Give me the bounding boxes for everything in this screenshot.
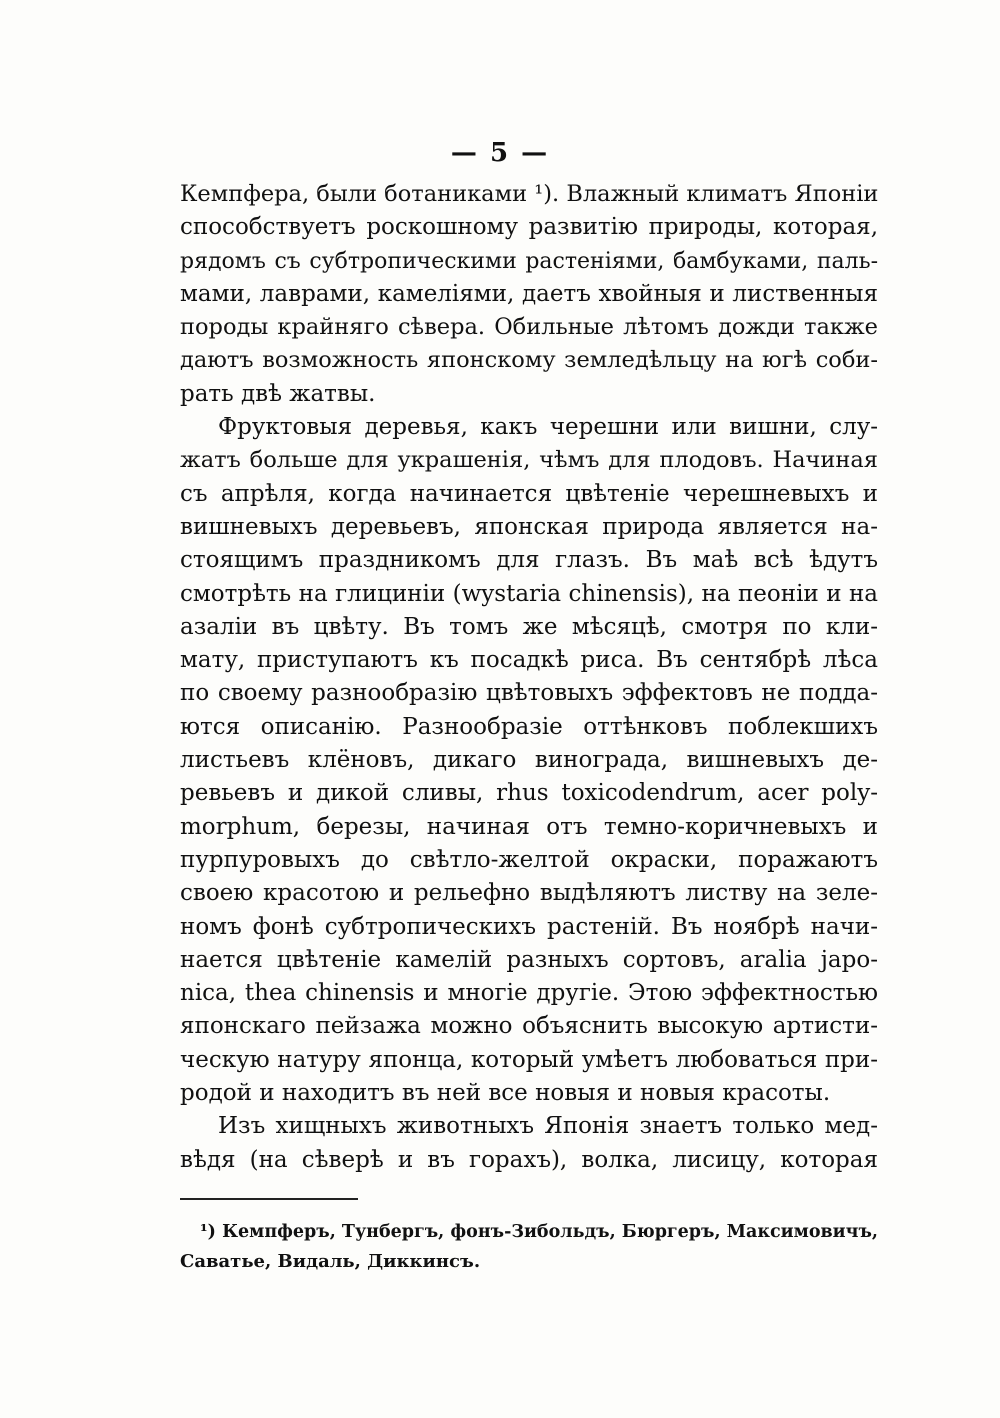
text-line: Фруктовыя деревья, какъ черешни или вишни, слу- [218, 414, 878, 441]
text-line: рать двѣ жатвы. [180, 380, 376, 407]
text-line: рядомъ съ субтропическими растеніями, бамбуками, паль- [180, 248, 878, 274]
body-text [180, 178, 878, 1177]
text-line: жатъ больше для украшенія, чѣмъ для плодовъ. Начиная [180, 447, 878, 474]
footnote-line: Саватье, Видаль, Диккинсъ. [180, 1251, 481, 1272]
text-line: породы крайняго сѣвера. Обильные лѣтомъ дожди также [180, 314, 878, 341]
text-line: morphum, березы, начиная отъ темно-коричневыхъ и [180, 813, 878, 840]
text-line: номъ фонѣ субтропическихъ растеній. Въ ноябрѣ начи- [180, 913, 878, 940]
page-number: — 5 — [450, 138, 550, 168]
text-line: стоящимъ праздникомъ для глазъ. Въ маѣ всѣ ѣдутъ [180, 547, 878, 574]
text-line: японскаго пейзажа можно объяснить высокую артисти- [180, 1013, 878, 1040]
text-line: нается цвѣтеніе камелій разныхъ сортовъ, aralia japo- [180, 946, 878, 973]
text-line: пурпуровыхъ до свѣтло-желтой окраски, поражаютъ [180, 846, 878, 873]
text-line: вишневыхъ деревьевъ, японская природа является на- [180, 513, 878, 540]
text-line: мату, приступаютъ къ посадкѣ риса. Въ сентябрѣ лѣса [180, 647, 878, 674]
footnote-divider [180, 1198, 358, 1200]
text-line: листьевъ клёновъ, дикаго винограда, вишневыхъ де- [180, 747, 878, 774]
text-line: Кемпфера, были ботаниками ¹). Влажный климатъ Японіи [180, 181, 879, 207]
text-line: мами, лаврами, камеліями, даетъ хвойныя и лиственныя [180, 280, 878, 307]
text-line: азаліи въ цвѣту. Въ томъ же мѣсяцѣ, смотря по кли- [180, 613, 878, 640]
text-line: способствуетъ роскошному развитію природы, которая, [180, 214, 878, 241]
footnotes [180, 1218, 878, 1276]
text-line: ются описанію. Разнообразіе оттѣнковъ поблекшихъ [180, 713, 878, 740]
text-line: вѣдя (на сѣверѣ и въ горахъ), волка, лисицу, которая [180, 1146, 878, 1173]
text-line: съ апрѣля, когда начинается цвѣтеніе черешневыхъ и [180, 480, 878, 507]
text-line: родой и находитъ въ ней все новыя и новыя красоты. [180, 1080, 831, 1107]
text-line: nica, thea chinensis и многіе другіе. Этою эффектностью [180, 980, 878, 1007]
text-line: по своему разнообразію цвѣтовыхъ эффектовъ не подда- [180, 680, 878, 707]
text-line: ревьевъ и дикой сливы, rhus toxicodendrum, acer poly- [180, 780, 878, 807]
footnote-line: ¹) Кемпферъ, Тунбергъ, фонъ-Зибольдъ, Бюргеръ, Максимовичъ, [200, 1222, 878, 1242]
text-line: Изъ хищныхъ животныхъ Японія знаетъ только мед- [218, 1113, 878, 1140]
text-line: смотрѣть на глициніи (wystaria chinensis), на пеоніи и на [180, 580, 878, 607]
text-line: своею красотою и рельефно выдѣляютъ листву на зеле- [180, 880, 878, 907]
text-line: ческую натуру японца, который умѣетъ любоваться при- [180, 1046, 878, 1073]
text-line: даютъ возможность японскому земледѣльцу на югѣ соби- [180, 347, 878, 374]
